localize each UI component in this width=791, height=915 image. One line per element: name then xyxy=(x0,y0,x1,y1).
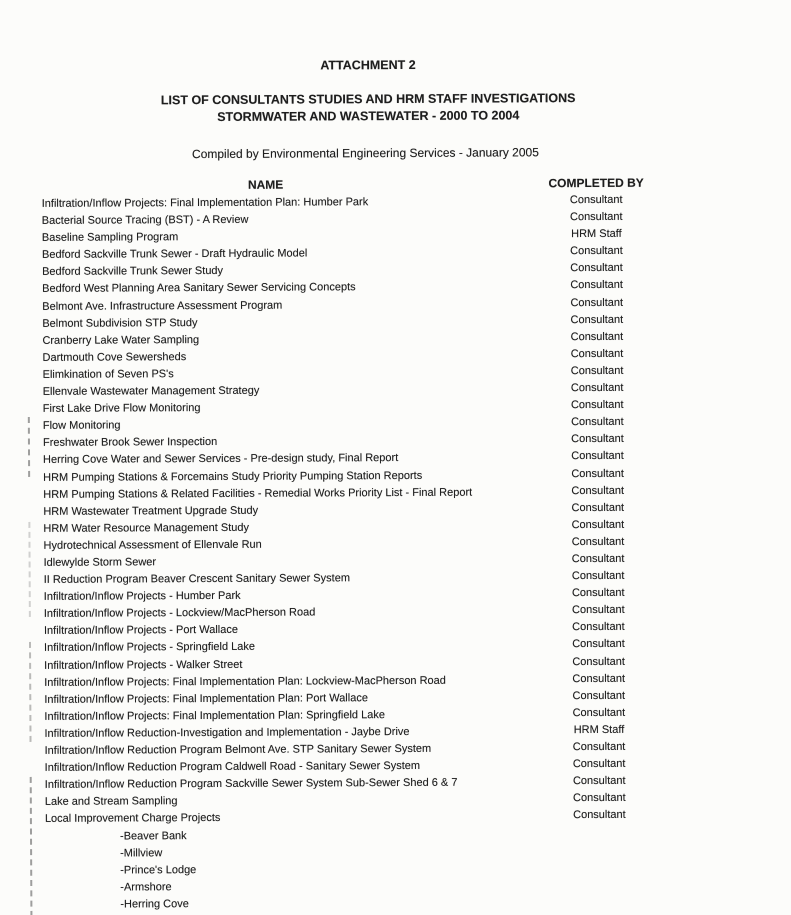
completed-by-value: Consultant xyxy=(572,638,625,651)
sub-item: -Herring Cove xyxy=(120,898,189,911)
completed-by-value: Consultant xyxy=(571,535,625,548)
study-name: Freshwater Brook Sewer Inspection xyxy=(42,436,218,450)
sub-item-list xyxy=(120,828,197,914)
sub-item: -Millview xyxy=(120,847,163,860)
completed-by-value: Consultant xyxy=(571,552,625,566)
completed-by-value: Consultant xyxy=(571,501,625,514)
study-name: Bedford Sackville Trunk Sewer Study xyxy=(42,265,224,279)
table-body xyxy=(0,192,791,829)
completed-by-value: Consultant xyxy=(572,775,626,788)
study-name: Infiltration/Inflow Projects: Final Implementation Plan: Humber Park xyxy=(41,196,369,210)
completed-by-value: Consultant xyxy=(570,245,623,258)
document-title-line1: LIST OF CONSULTANTS STUDIES AND HRM STAFF INVESTIGATIONS xyxy=(160,91,576,108)
study-name: Infiltration/Inflow Projects - Humber Park xyxy=(43,589,241,604)
study-name: Infiltration/Inflow Reduction Program Belmont Ave. STP Sanitary Sewer System xyxy=(44,742,432,757)
completed-by-value: Consultant xyxy=(570,296,624,309)
study-name: Infiltration/Inflow Reduction-Investigation and Implementation - Jaybe Drive xyxy=(44,725,410,740)
completed-by-value: Consultant xyxy=(571,569,625,583)
study-name: Local Improvement Charge Projects xyxy=(44,812,221,826)
completed-by-value: Consultant xyxy=(570,381,624,395)
study-name: Infiltration/Inflow Projects - Lockview/MacPherson Road xyxy=(43,606,316,621)
study-name: Bedford Sackville Trunk Sewer - Draft Hydraulic Model xyxy=(41,247,308,262)
study-name: HRM Pumping Stations & Forcemains Study Priority Pumping Station Reports xyxy=(43,469,423,484)
completed-by-value: Consultant xyxy=(570,330,624,343)
study-name: HRM Water Resource Management Study xyxy=(43,521,250,535)
completed-by-value: Consultant xyxy=(573,809,626,822)
study-name: Baseline Sampling Program xyxy=(41,231,179,245)
completed-by-value: Consultant xyxy=(572,672,626,685)
document-title-line2: STORMWATER AND WASTEWATER - 2000 TO 2004 xyxy=(217,108,520,124)
table-row xyxy=(2,807,791,828)
completed-by-value: Consultant xyxy=(572,706,626,719)
sub-item: -Beaver Bank xyxy=(119,830,187,843)
study-name: Elimkination of Seven PS's xyxy=(42,368,174,381)
study-name: Bacterial Source Tracing (BST) - A Review xyxy=(41,213,249,227)
study-name: Hydrotechnical Assessment of Ellenvale Run xyxy=(43,538,262,552)
completed-by-value: HRM Staff xyxy=(571,228,622,241)
sub-item: -Prince's Lodge xyxy=(120,864,197,877)
study-name: Belmont Subdivision STP Study xyxy=(42,316,198,330)
study-name: Idlewylde Storm Sewer xyxy=(43,556,157,569)
sub-item: -Armshore xyxy=(120,881,172,894)
study-name: Bedford West Planning Area Sanitary Sewer Servicing Concepts xyxy=(42,281,356,296)
study-name: Infiltration/Inflow Projects: Final Implementation Plan: Springfield Lake xyxy=(44,708,385,723)
completed-by-value: Consultant xyxy=(571,450,624,463)
completed-by-value: Consultant xyxy=(569,193,623,207)
study-name: Infiltration/Inflow Projects: Final Implementation Plan: Port Wallace xyxy=(44,691,368,706)
completed-by-value: HRM Staff xyxy=(573,723,625,737)
completed-by-value: Consultant xyxy=(572,655,625,668)
study-name: Ellenvale Wastewater Management Strategy xyxy=(42,384,260,398)
compiled-by-line: Compiled by Environmental Engineering Services - January 2005 xyxy=(191,145,539,162)
completed-by-value: Consultant xyxy=(572,604,625,617)
completed-by-value: Consultant xyxy=(570,279,623,292)
study-name: II Reduction Program Beaver Crescent Sanitary Sewer System xyxy=(43,572,350,586)
study-name: Infiltration/Inflow Reduction Program Sackville Sewer System Sub-Sewer Shed 6 & 7 xyxy=(44,776,458,792)
completed-by-value: Consultant xyxy=(570,347,624,360)
completed-by-value: Consultant xyxy=(571,484,625,497)
study-name: Infiltration/Inflow Reduction Program Caldwell Road - Sanitary Sewer System xyxy=(44,759,421,774)
completed-by-value: Consultant xyxy=(570,313,624,326)
completed-by-value: Consultant xyxy=(572,621,625,634)
column-header-name: NAME xyxy=(247,177,284,192)
study-name: HRM Pumping Stations & Related Facilities - Remedial Works Priority List - Final Report xyxy=(43,486,473,501)
attachment-label: ATTACHMENT 2 xyxy=(320,57,416,73)
completed-by-value: Consultant xyxy=(570,398,624,412)
study-name: Lake and Stream Sampling xyxy=(44,795,178,809)
completed-by-value: Consultant xyxy=(572,740,626,754)
study-name: Infiltration/Inflow Projects - Springfield Lake xyxy=(44,641,255,655)
study-name: Cranberry Lake Water Sampling xyxy=(42,333,200,347)
completed-by-value: Consultant xyxy=(571,518,625,531)
completed-by-value: Consultant xyxy=(572,792,626,805)
completed-by-value: Consultant xyxy=(572,689,626,702)
scan-artifact-line xyxy=(28,417,30,477)
completed-by-value: Consultant xyxy=(571,433,624,446)
study-name: Herring Cove Water and Sewer Services - Pre-design study, Final Report xyxy=(43,452,399,467)
study-name: Infiltration/Inflow Projects - Walker Street xyxy=(44,658,243,672)
completed-by-value: Consultant xyxy=(569,210,623,224)
study-name: Dartmouth Cove Sewersheds xyxy=(42,350,187,364)
completed-by-value: Consultant xyxy=(572,757,626,771)
completed-by-value: Consultant xyxy=(571,416,624,429)
study-name: Flow Monitoring xyxy=(42,419,121,433)
completed-by-value: Consultant xyxy=(571,586,625,600)
study-name: Infiltration/Inflow Projects - Port Wallace xyxy=(43,624,238,638)
column-header-completed-by: COMPLETED BY xyxy=(548,175,644,191)
study-name: Infiltration/Inflow Projects: Final Implementation Plan: Lockview-MacPherson Road xyxy=(44,674,446,689)
study-name: Belmont Ave. Infrastructure Assessment Program xyxy=(42,299,283,313)
completed-by-value: Consultant xyxy=(571,467,624,480)
study-name: First Lake Drive Flow Monitoring xyxy=(42,402,201,415)
completed-by-value: Consultant xyxy=(570,364,624,378)
completed-by-value: Consultant xyxy=(570,262,623,275)
study-name: HRM Wastewater Treatment Upgrade Study xyxy=(43,504,259,518)
